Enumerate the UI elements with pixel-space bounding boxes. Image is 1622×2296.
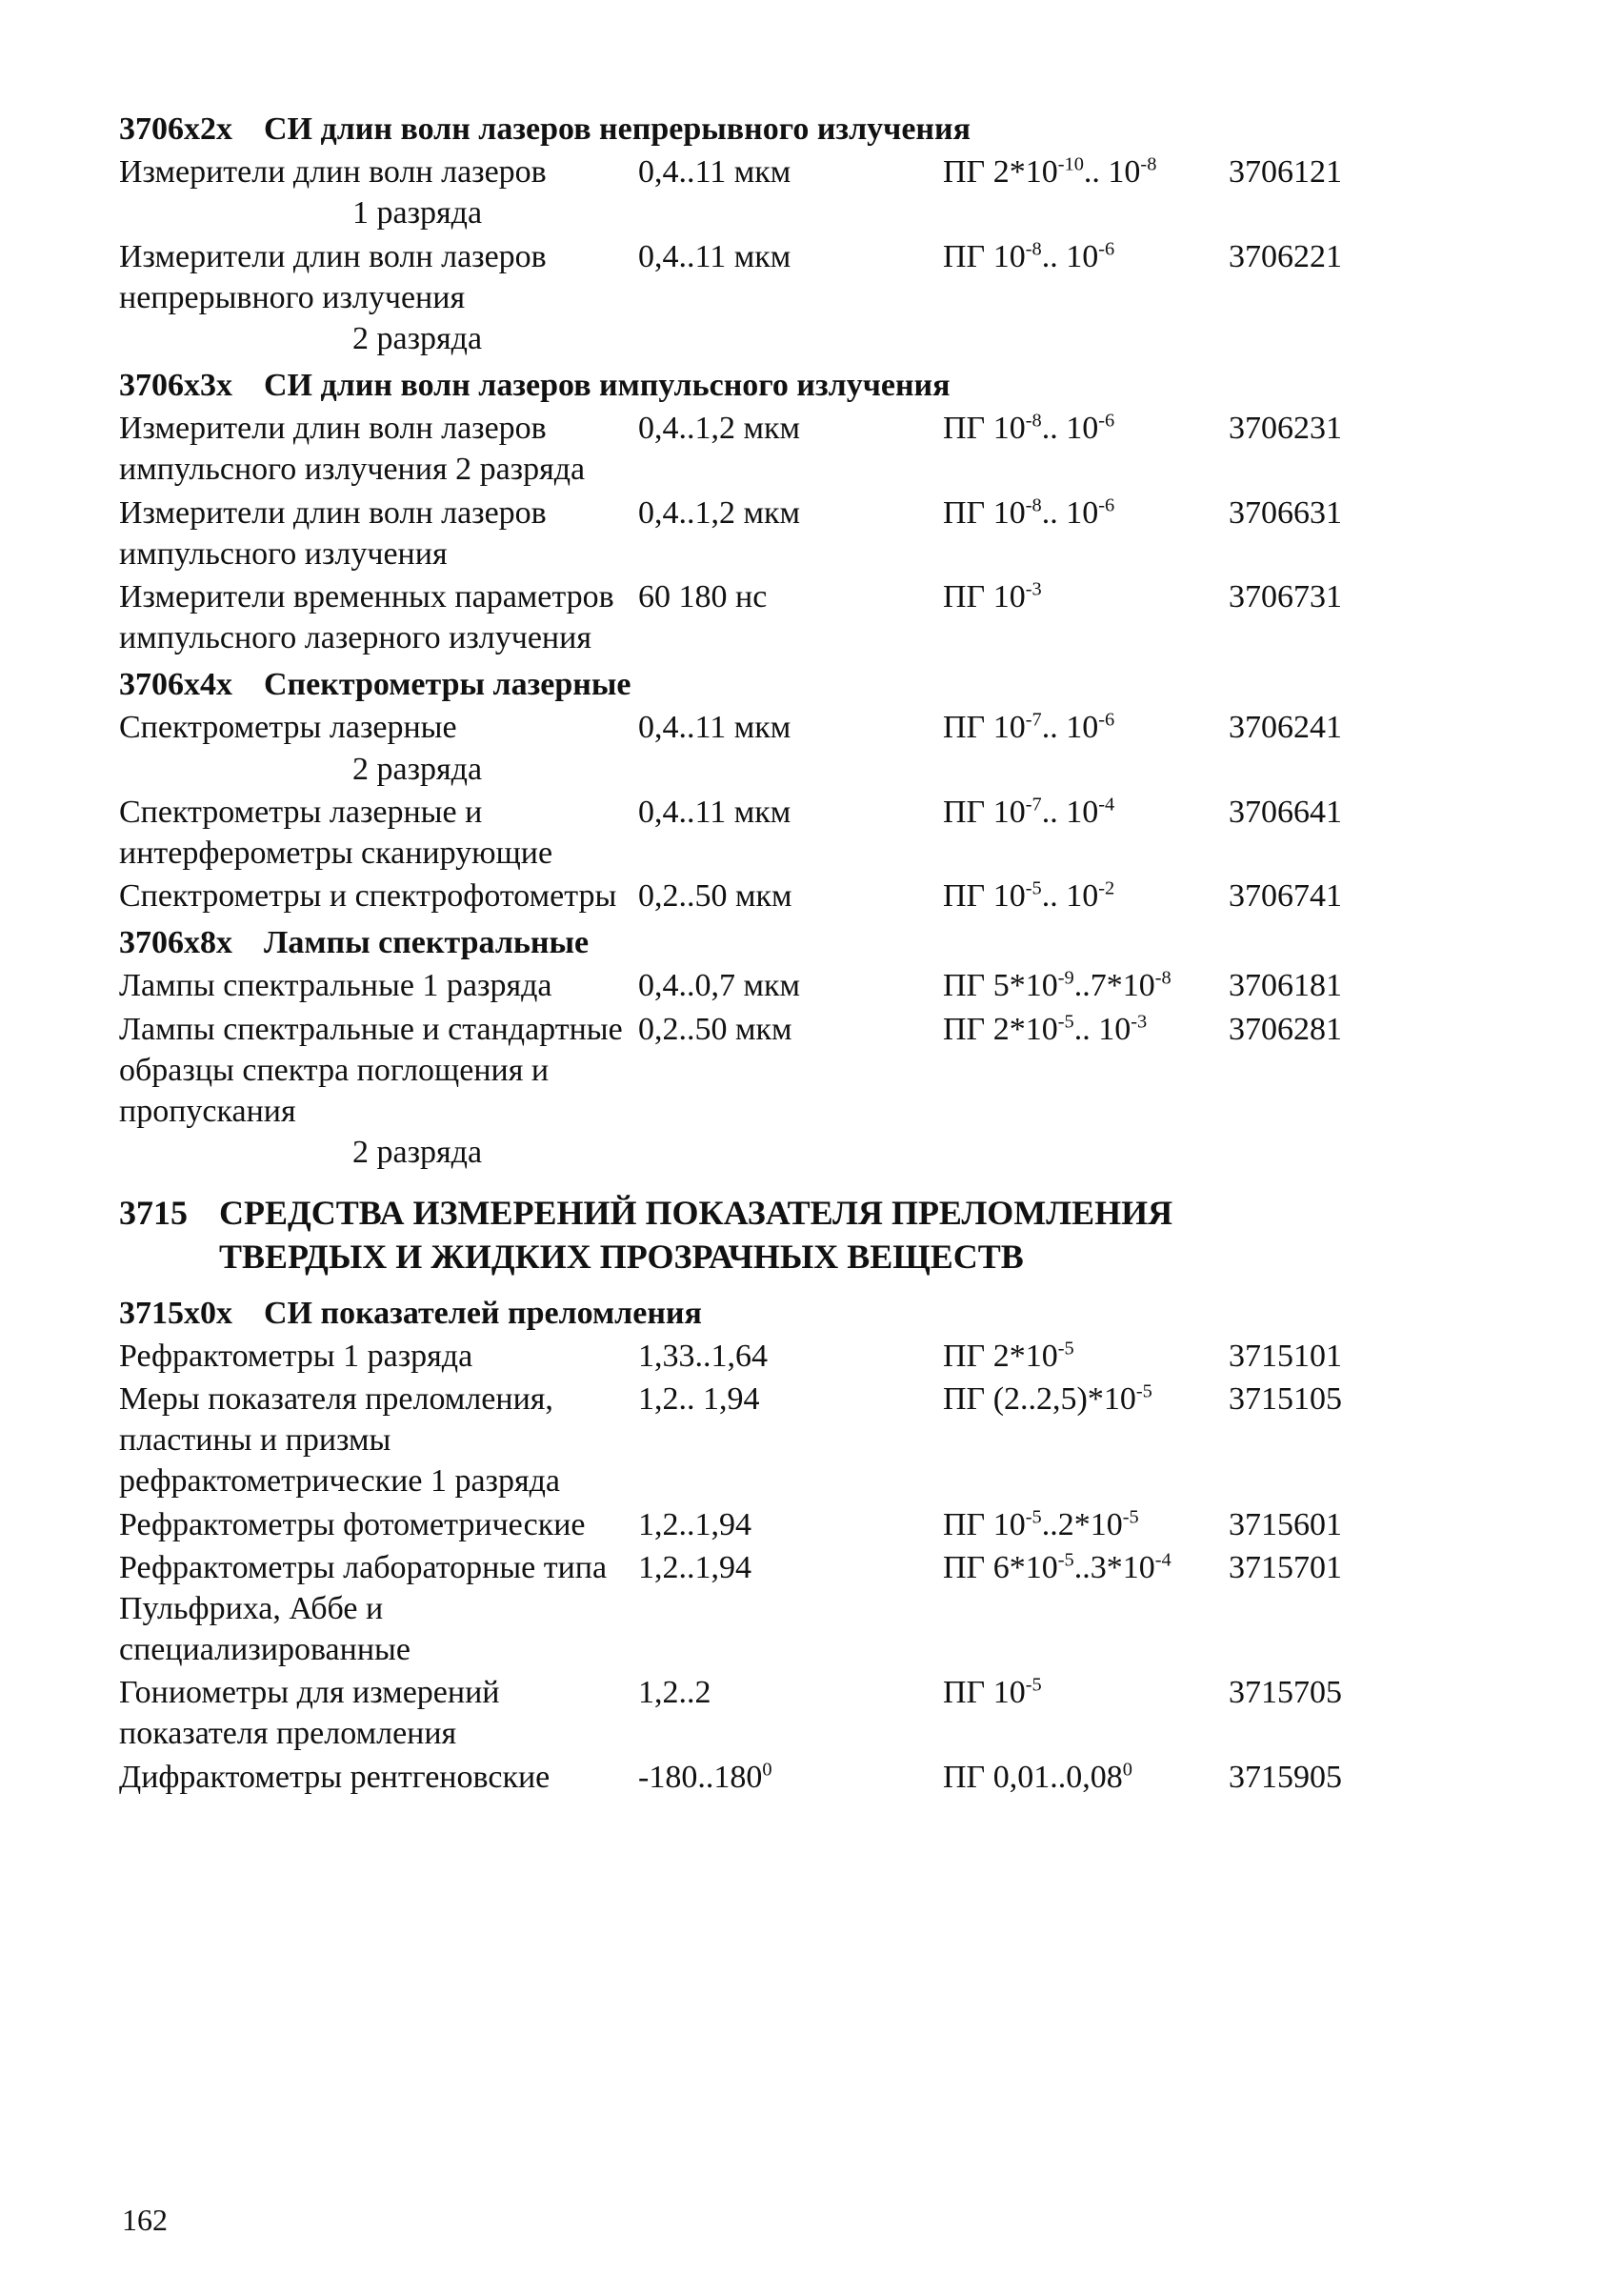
item-name-text: Рефрактометры 1 разряда [119, 1338, 473, 1374]
range-text: 0,4..11 мкм [638, 154, 791, 191]
table-row [119, 1547, 1376, 1671]
accuracy-text: ПГ (2..2,5)*10 [943, 1381, 1136, 1418]
accuracy-exponent: -9 [1057, 968, 1074, 990]
table-row [119, 1336, 1376, 1377]
item-name [119, 876, 633, 916]
category-title-line2: ТВЕРДЫХ И ЖИДКИХ ПРОЗРАЧНЫХ ВЕЩЕСТВ [219, 1238, 1024, 1277]
range-superscript: 0 [762, 1759, 772, 1781]
item-name-text: Лампы спектральные и стандартные образцы спектра поглощения и пропускания [119, 1011, 623, 1129]
accuracy-text: ПГ 10 [943, 1675, 1026, 1711]
measurement-range [638, 707, 791, 748]
accuracy-text: .. 10 [1041, 494, 1099, 531]
accuracy-exponent: -6 [1098, 710, 1115, 732]
section-title: СИ длин волн лазеров импульсного излучения [264, 368, 951, 404]
section-code: 3706x2x [119, 111, 232, 147]
sections-refraction [119, 1293, 1376, 1798]
item-name-text: Спектрометры лазерные и интерферометры сканирующие [119, 794, 553, 871]
accuracy [943, 1547, 1171, 1588]
section-code: 3706x4x [119, 667, 232, 703]
item-class: 2 разряда [352, 320, 483, 356]
accuracy [943, 236, 1114, 277]
range-text: 1,2..2 [638, 1675, 711, 1711]
item-name-text: Измерители временных параметров импульсного лазерного излучения [119, 578, 614, 656]
item-name-text: Измерители длин волн лазеров [119, 154, 547, 191]
item-name [119, 1336, 633, 1377]
item-code: 3706631 [1229, 494, 1342, 531]
accuracy [943, 1336, 1074, 1377]
item-code: 3706181 [1229, 968, 1342, 1004]
item-code: 3715101 [1229, 1338, 1342, 1374]
item-name-text: Измерители длин волн лазеров импульсного излучения [119, 494, 547, 572]
accuracy-exponent: -5 [1122, 1506, 1139, 1528]
accuracy-exponent: -3 [1025, 578, 1042, 600]
measurement-range [638, 1379, 760, 1420]
item-name [119, 707, 633, 789]
item-name-text: Спектрометры лазерные [119, 710, 457, 746]
item-name [119, 236, 633, 360]
accuracy [943, 576, 1042, 617]
table-row [119, 576, 1376, 658]
table-row [119, 408, 1376, 490]
table-row [119, 792, 1376, 874]
accuracy-exponent: -2 [1098, 877, 1115, 899]
section-heading [119, 365, 1376, 406]
accuracy-text: .. 10 [1041, 878, 1099, 915]
category-heading [119, 1192, 1376, 1279]
category-title-line1: СРЕДСТВА ИЗМЕРЕНИЙ ПОКАЗАТЕЛЯ ПРЕЛОМЛЕНИЯ [219, 1194, 1173, 1233]
measurement-range [638, 493, 800, 534]
item-name [119, 1547, 633, 1671]
measurement-range [638, 1757, 772, 1798]
accuracy-text: .. 10 [1041, 794, 1099, 830]
section-heading [119, 1293, 1376, 1334]
accuracy-exponent: -5 [1057, 1011, 1074, 1033]
item-code: 3706731 [1229, 578, 1342, 614]
table-row [119, 1504, 1376, 1545]
section-code: 3706x3x [119, 368, 232, 404]
item-code: 3706121 [1229, 154, 1342, 191]
item-code: 3706281 [1229, 1011, 1342, 1047]
item-name [119, 792, 633, 874]
document-page [119, 103, 1376, 1800]
table-row [119, 965, 1376, 1006]
accuracy-exponent: -5 [1057, 1338, 1074, 1359]
accuracy-text: .. 10 [1073, 1011, 1131, 1047]
accuracy [943, 1757, 1132, 1798]
item-code: 3706221 [1229, 238, 1342, 274]
section-heading [119, 922, 1376, 963]
accuracy-text: ..7*10 [1073, 968, 1155, 1004]
item-name [119, 576, 633, 658]
item-class: 2 разряда [352, 751, 483, 787]
item-code: 3706231 [1229, 411, 1342, 447]
range-text: -180..180 [638, 1759, 763, 1795]
accuracy-exponent: -10 [1057, 153, 1084, 175]
accuracy-exponent: -5 [1025, 1674, 1042, 1696]
range-text: 0,2..50 мкм [638, 878, 792, 915]
accuracy-text: .. 10 [1083, 154, 1141, 191]
accuracy-exponent: 0 [1122, 1759, 1132, 1781]
range-text: 0,4..11 мкм [638, 794, 791, 830]
item-name [119, 1504, 633, 1545]
range-text: 1,2..1,94 [638, 1506, 751, 1542]
item-code: 3715601 [1229, 1506, 1342, 1542]
accuracy-text: ПГ 10 [943, 494, 1026, 531]
table-row [119, 707, 1376, 789]
accuracy-text: ПГ 2*10 [943, 1338, 1058, 1374]
range-text: 0,4..11 мкм [638, 238, 791, 274]
measurement-range [638, 965, 800, 1006]
accuracy-exponent: -7 [1025, 710, 1042, 732]
accuracy-text: .. 10 [1041, 238, 1099, 274]
accuracy-exponent: -3 [1131, 1011, 1148, 1033]
accuracy [943, 493, 1114, 534]
item-code: 3706741 [1229, 878, 1342, 915]
item-name-text: Измерители длин волн лазеров импульсного излучения 2 разряда [119, 411, 586, 488]
accuracy-exponent: -4 [1098, 794, 1115, 816]
item-name [119, 1379, 633, 1502]
accuracy-exponent: -8 [1154, 968, 1171, 990]
section-title: Спектрометры лазерные [264, 667, 631, 703]
accuracy-text: ПГ 0,01..0,08 [943, 1759, 1123, 1795]
measurement-range [638, 151, 791, 192]
section-code: 3715x0x [119, 1295, 232, 1331]
measurement-range [638, 1547, 751, 1588]
item-name [119, 493, 633, 574]
item-code: 3706241 [1229, 710, 1342, 746]
range-text: 0,4..1,2 мкм [638, 411, 801, 447]
item-code: 3706641 [1229, 794, 1342, 830]
table-row [119, 1757, 1376, 1798]
item-name [119, 965, 633, 1006]
item-name [119, 151, 633, 233]
accuracy-text: ПГ 10 [943, 1506, 1026, 1542]
accuracy-text: ..3*10 [1073, 1549, 1155, 1585]
accuracy-exponent: -8 [1025, 494, 1042, 516]
item-name-text: Гониометры для измерений показателя преломления [119, 1675, 500, 1752]
accuracy-text: ПГ 10 [943, 710, 1026, 746]
item-name [119, 1009, 633, 1174]
range-text: 0,4..11 мкм [638, 710, 791, 746]
accuracy-exponent: -6 [1098, 494, 1115, 516]
table-row [119, 1379, 1376, 1502]
measurement-range [638, 408, 800, 449]
section-title: СИ длин волн лазеров непрерывного излучения [264, 111, 971, 147]
table-row [119, 1009, 1376, 1174]
table-row [119, 236, 1376, 360]
item-name-text: Спектрометры и спектрофотометры [119, 878, 617, 915]
accuracy-text: ПГ 5*10 [943, 968, 1058, 1004]
accuracy-exponent: -8 [1140, 153, 1157, 175]
item-name-text: Рефрактометры лабораторные типа Пульфриха, Аббе и специализированные [119, 1549, 608, 1668]
range-text: 60 180 нс [638, 578, 768, 614]
accuracy [943, 707, 1114, 748]
accuracy-text: .. 10 [1041, 710, 1099, 746]
accuracy-exponent: -5 [1057, 1549, 1074, 1571]
range-text: 1,2..1,94 [638, 1549, 751, 1585]
measurement-range [638, 1336, 768, 1377]
accuracy-exponent: -5 [1025, 1506, 1042, 1528]
sections-laser [119, 109, 1376, 1173]
section-code: 3706x8x [119, 925, 232, 961]
section-title: Лампы спектральные [264, 925, 590, 961]
accuracy-text: ..2*10 [1041, 1506, 1123, 1542]
section-heading [119, 664, 1376, 705]
table-row [119, 493, 1376, 574]
item-class: 1 разряда [352, 195, 483, 232]
accuracy-text: .. 10 [1041, 411, 1099, 447]
accuracy-exponent: -8 [1025, 238, 1042, 260]
accuracy-exponent: -5 [1025, 877, 1042, 899]
section-title: СИ показателей преломления [264, 1295, 702, 1331]
accuracy [943, 876, 1114, 916]
measurement-range [638, 236, 791, 277]
accuracy [943, 792, 1114, 833]
range-text: 1,33..1,64 [638, 1338, 768, 1374]
item-name [119, 1672, 633, 1754]
item-code: 3715905 [1229, 1759, 1342, 1795]
accuracy [943, 1672, 1042, 1713]
table-row [119, 1672, 1376, 1754]
measurement-range [638, 1504, 751, 1545]
range-text: 0,2..50 мкм [638, 1011, 792, 1047]
item-name [119, 1757, 633, 1798]
range-text: 0,4..1,2 мкм [638, 494, 801, 531]
item-name-text: Измерители длин волн лазеров непрерывного излучения [119, 238, 547, 315]
accuracy [943, 1379, 1152, 1420]
accuracy-exponent: -6 [1098, 410, 1115, 432]
item-name-text: Меры показателя преломления, пластины и призмы рефрактометрические 1 разряда [119, 1381, 561, 1500]
item-class: 2 разряда [352, 1135, 483, 1171]
accuracy-text: ПГ 6*10 [943, 1549, 1058, 1585]
accuracy [943, 1504, 1139, 1545]
accuracy-text: ПГ 10 [943, 238, 1026, 274]
measurement-range [638, 876, 792, 916]
page-number: 162 [122, 2203, 168, 2237]
table-row [119, 876, 1376, 916]
section-heading [119, 109, 1376, 150]
accuracy-exponent: -5 [1135, 1380, 1152, 1402]
accuracy-exponent: -8 [1025, 410, 1042, 432]
accuracy [943, 965, 1171, 1006]
category-code: 3715 [119, 1194, 188, 1233]
item-name-text: Лампы спектральные 1 разряда [119, 968, 552, 1004]
accuracy-exponent: -4 [1154, 1549, 1171, 1571]
item-code: 3715705 [1229, 1675, 1342, 1711]
item-name-text: Рефрактометры фотометрические [119, 1506, 586, 1542]
accuracy [943, 1009, 1147, 1050]
item-code: 3715105 [1229, 1381, 1342, 1418]
measurement-range [638, 576, 767, 617]
table-row [119, 151, 1376, 233]
item-name [119, 408, 633, 490]
measurement-range [638, 1009, 792, 1050]
accuracy-text: ПГ 10 [943, 878, 1026, 915]
accuracy-text: ПГ 2*10 [943, 154, 1058, 191]
range-text: 0,4..0,7 мкм [638, 968, 801, 1004]
accuracy-text: ПГ 10 [943, 411, 1026, 447]
item-code: 3715701 [1229, 1549, 1342, 1585]
accuracy-text: ПГ 2*10 [943, 1011, 1058, 1047]
accuracy [943, 151, 1156, 192]
accuracy [943, 408, 1114, 449]
item-name-text: Дифрактометры рентгеновские [119, 1759, 551, 1795]
accuracy-exponent: -7 [1025, 794, 1042, 816]
accuracy-text: ПГ 10 [943, 578, 1026, 614]
measurement-range [638, 1672, 711, 1713]
accuracy-text: ПГ 10 [943, 794, 1026, 830]
accuracy-exponent: -6 [1098, 238, 1115, 260]
range-text: 1,2.. 1,94 [638, 1381, 760, 1418]
measurement-range [638, 792, 791, 833]
